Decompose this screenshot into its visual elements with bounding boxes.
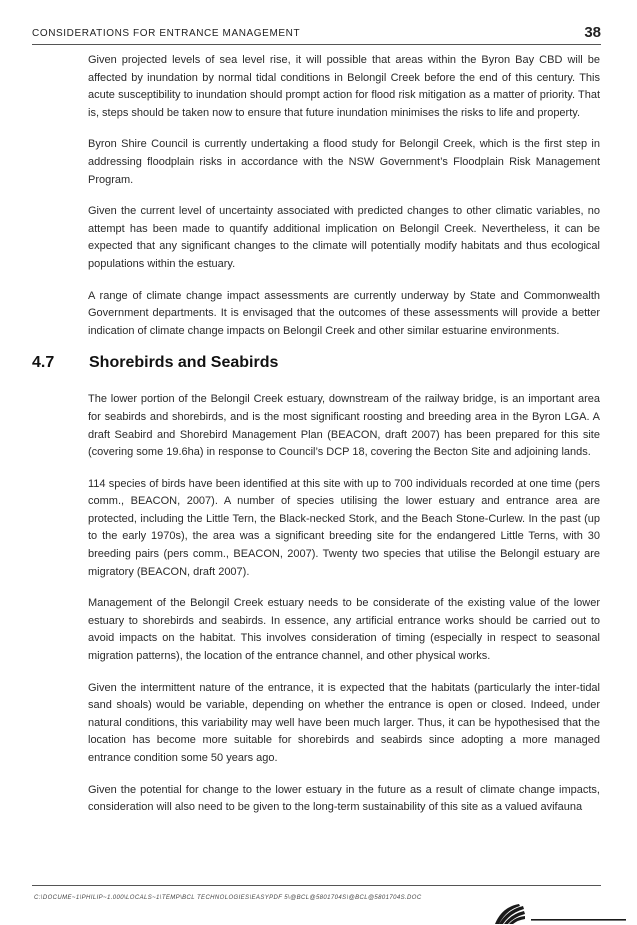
paragraph: Management of the Belongil Creek estuary needs to be considerate of the existing value of the lower estuary to shorebirds and seabirds. In essence, any artificial entrance works should be carried out to avoid impacts on the habitat. This involves consideration of timing (especially in respect to seasonal migration patterns), the location of the entrance channel, and other physical works. — [88, 597, 600, 663]
paragraph: Given the potential for change to the lower estuary in the future as a result of climate change impacts, consideration will also need to be given to the long-term sustainability of this site as a valued avifauna — [88, 783, 600, 814]
paragraph: A range of climate change impact assessments are currently underway by State and Commonwealth Government departments. It is envisaged that the outcomes of these assessments will provide a better indication of climate change impacts on Belongil Creek and other similar estuarine environments. — [88, 289, 600, 337]
company-logo-icon — [493, 904, 633, 925]
header-title: CONSIDERATIONS FOR ENTRANCE MANAGEMENT — [32, 28, 301, 39]
footer-file-path: C:\DOCUME~1\PHILIP~1.000\LOCALS~1\TEMP\BCL TECHNOLOGIES\EASYPDF 5\@BCL@5801704S\@BCL@5801704S.DOC — [34, 895, 422, 901]
footer-rule — [32, 885, 601, 886]
section-number: 4.7 — [32, 354, 55, 372]
paragraph: 114 species of birds have been identified at this site with up to 700 individuals recorded at one time (pers comm., BEACON, 2007). A number of species utilising the lower estuary and entrance area are protected, including the Little Tern, the Black-necked Stork, and the Beach Stone-Curlew. In the past (up to the early 1970s), the area was a significant breeding site for the endangered Little Terns, with 30 breeding pairs (pers comm., BEACON, 2007). Twenty two species that utilise the Belongil estuary are migratory (BEACON, draft 2007). — [88, 477, 600, 578]
paragraph: Byron Shire Council is currently undertaking a flood study for Belongil Creek, which is the first step in addressing floodplain risks in accordance with the NSW Government’s Floodplain Risk Management Program. — [88, 138, 600, 186]
company-logo — [493, 904, 633, 925]
page-header — [32, 20, 601, 45]
document-body — [32, 52, 600, 831]
paragraph: Given projected levels of sea level rise, it will possible that areas within the Byron Bay CBD will be affected by inundation by normal tidal conditions in Belongil Creek before the end of this century. This acute susceptibility to inundation should prompt action for flood risk mitigation as a matter of priority. That is, steps should be taken now to ensure that future inundation minimises the risks to life and property. — [88, 54, 600, 119]
paragraph: Given the intermittent nature of the entrance, it is expected that the habitats (particularly the inter-tidal sand shoals) would be variable, depending on whether the entrance is open or closed. Indeed, under natural conditions, this variability may well have been much larger. Thus, it can be hypothesised that the location has become more suitable for shorebirds and seabirds since adopting a more managed entrance condition some 50 years ago. — [88, 681, 600, 764]
section-heading — [32, 354, 600, 378]
page-number: 38 — [584, 24, 601, 41]
paragraph: Given the current level of uncertainty associated with predicted changes to other climatic variables, no attempt has been made to quantify additional implication on Belongil Creek. Nevertheless, it can be expected that any significant changes to the climate will potentially modify habitats and thus ecological populations within the estuary. — [88, 205, 600, 270]
section-title: Shorebirds and Seabirds — [89, 354, 279, 372]
paragraph: The lower portion of the Belongil Creek estuary, downstream of the railway bridge, is an important area for seabirds and shorebirds, and is the most significant roosting and breeding area in the Byron LGA. A draft Seabird and Shorebird Management Plan (BEACON, draft 2007) has been prepared for this site (covering some 19.6ha) in response to Council’s DCP 18, covering the Becton Site and adjoining lands. — [88, 393, 600, 459]
